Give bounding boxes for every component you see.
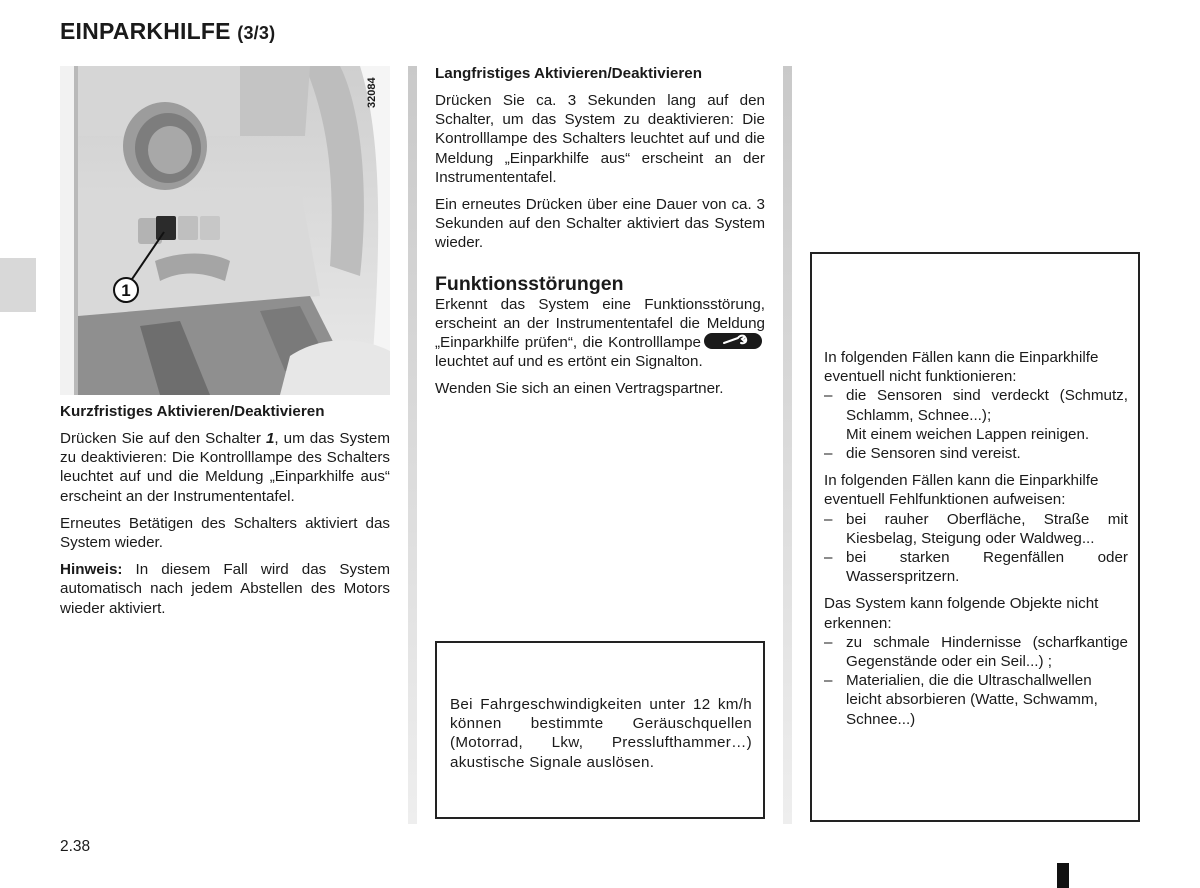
noise-warning-box bbox=[435, 641, 765, 819]
limitations-box bbox=[810, 252, 1140, 822]
section-tab bbox=[0, 258, 36, 312]
note-paragraph bbox=[60, 560, 390, 618]
dash: – bbox=[824, 387, 833, 405]
dash: – bbox=[824, 672, 833, 690]
page-title bbox=[60, 18, 275, 45]
dash: – bbox=[824, 633, 833, 651]
long-term-heading: Langfristiges Aktivieren/Deaktivieren bbox=[435, 65, 703, 82]
dashboard-photo bbox=[60, 66, 390, 395]
item-text: bei starken Regenfällen oder Wasserspritzern. bbox=[846, 549, 1128, 586]
noise-warning-text: Bei Fahrgeschwindigkeiten unter 12 km/h können bestimmte Geräuschquellen (Motorrad, Lkw, Presslufthammer…) akustische Signale auslösen. bbox=[450, 696, 752, 771]
page-number: 2.38 bbox=[60, 838, 91, 855]
list-item bbox=[824, 386, 1128, 424]
reactivate-paragraph: Erneutes Betätigen des Schalters aktiviert das System wieder. bbox=[60, 514, 390, 552]
item-text: die Sensoren sind vereist. bbox=[846, 445, 1021, 463]
short-term-section bbox=[60, 402, 390, 626]
list-item-extra bbox=[824, 425, 1128, 444]
text: Erkennt das System eine Funktionsstörung, erscheint an der Instrumententafel die Meldung „Einparkhilfe prüfen“, die Kontrolllampe bbox=[435, 295, 765, 352]
malfunction-paragraph bbox=[435, 295, 765, 372]
intro-not-working: In folgenden Fällen kann die Einparkhilfe eventuell nicht funktionieren: bbox=[824, 349, 1099, 386]
item-text: die Sensoren sind verdeckt (Schmutz, Schlamm, Schnee...); bbox=[846, 387, 1128, 424]
title-sub: (3/3) bbox=[237, 23, 276, 43]
switch-ref: 1 bbox=[265, 430, 275, 447]
text: leuchtet auf und es ertönt ein Signalton. bbox=[435, 353, 703, 371]
dash: – bbox=[824, 445, 833, 463]
list-item bbox=[824, 633, 1128, 671]
short-term-heading: Kurzfristiges Aktivieren/Deaktivieren bbox=[60, 403, 325, 420]
contact-dealer: Wenden Sie sich an einen Vertragspartner. bbox=[435, 380, 724, 398]
malfunction-title: Funktionsstörungen bbox=[435, 272, 624, 295]
title-main: EINPARKHILFE bbox=[60, 18, 231, 44]
column-divider bbox=[783, 66, 792, 824]
callout-number: 1 bbox=[121, 281, 131, 300]
image-number: 32084 bbox=[366, 77, 378, 108]
intro-undetectable: Das System kann folgende Objekte nicht erkennen: bbox=[824, 595, 1099, 632]
page-edge-mark bbox=[1057, 863, 1069, 888]
item-text: Materialien, die die Ultraschallwellen leicht absorbieren (Watte, Schwamm, Schnee...) bbox=[846, 672, 1098, 728]
list-item bbox=[824, 671, 1128, 729]
limitations-content bbox=[824, 348, 1128, 729]
short-term-paragraph bbox=[60, 429, 390, 506]
dashboard-illustration bbox=[60, 66, 390, 395]
note-label: Hinweis: bbox=[60, 561, 123, 579]
wrench-icon bbox=[704, 333, 762, 349]
text: , um das System zu deaktivieren: Die Kontrolllampe des Schalters leuchtet auf und die Meldung „Einparkhilfe aus“ erscheint an der Instrumententafel. bbox=[60, 430, 390, 505]
dash: – bbox=[824, 549, 833, 567]
long-term-paragraph: Drücken Sie ca. 3 Sekunden lang auf den Schalter, um das System zu deaktivieren: Die Kontrolllampe des Schalters leuchtet auf und die Meldung „Einparkhilfe aus“ erscheint an der Instrumententafel. bbox=[435, 92, 765, 186]
text: Drücken Sie auf den Schalter bbox=[60, 430, 266, 447]
long-term-reactivate: Ein erneutes Drücken über eine Dauer von ca. 3 Sekunden auf den Schalter aktiviert das System wieder. bbox=[435, 196, 765, 252]
dash: – bbox=[824, 510, 833, 528]
list-item bbox=[824, 444, 1128, 463]
item-text: zu schmale Hindernisse (scharfkantige Gegenstände oder ein Seil...) ; bbox=[846, 633, 1128, 671]
note-text: In diesem Fall wird das System automatisch nach jedem Abstellen des Motors wieder aktiviert. bbox=[60, 561, 390, 617]
item-text: bei rauher Oberfläche, Straße mit Kiesbelag, Steigung oder Waldweg... bbox=[846, 510, 1128, 547]
item-text: Mit einem weichen Lappen reinigen. bbox=[846, 425, 1090, 443]
long-term-section bbox=[435, 64, 765, 407]
column-divider bbox=[408, 66, 417, 824]
list-item bbox=[824, 510, 1128, 548]
intro-malfunction: In folgenden Fällen kann die Einparkhilfe eventuell Fehlfunktionen aufweisen: bbox=[824, 472, 1099, 509]
list-item bbox=[824, 548, 1128, 586]
